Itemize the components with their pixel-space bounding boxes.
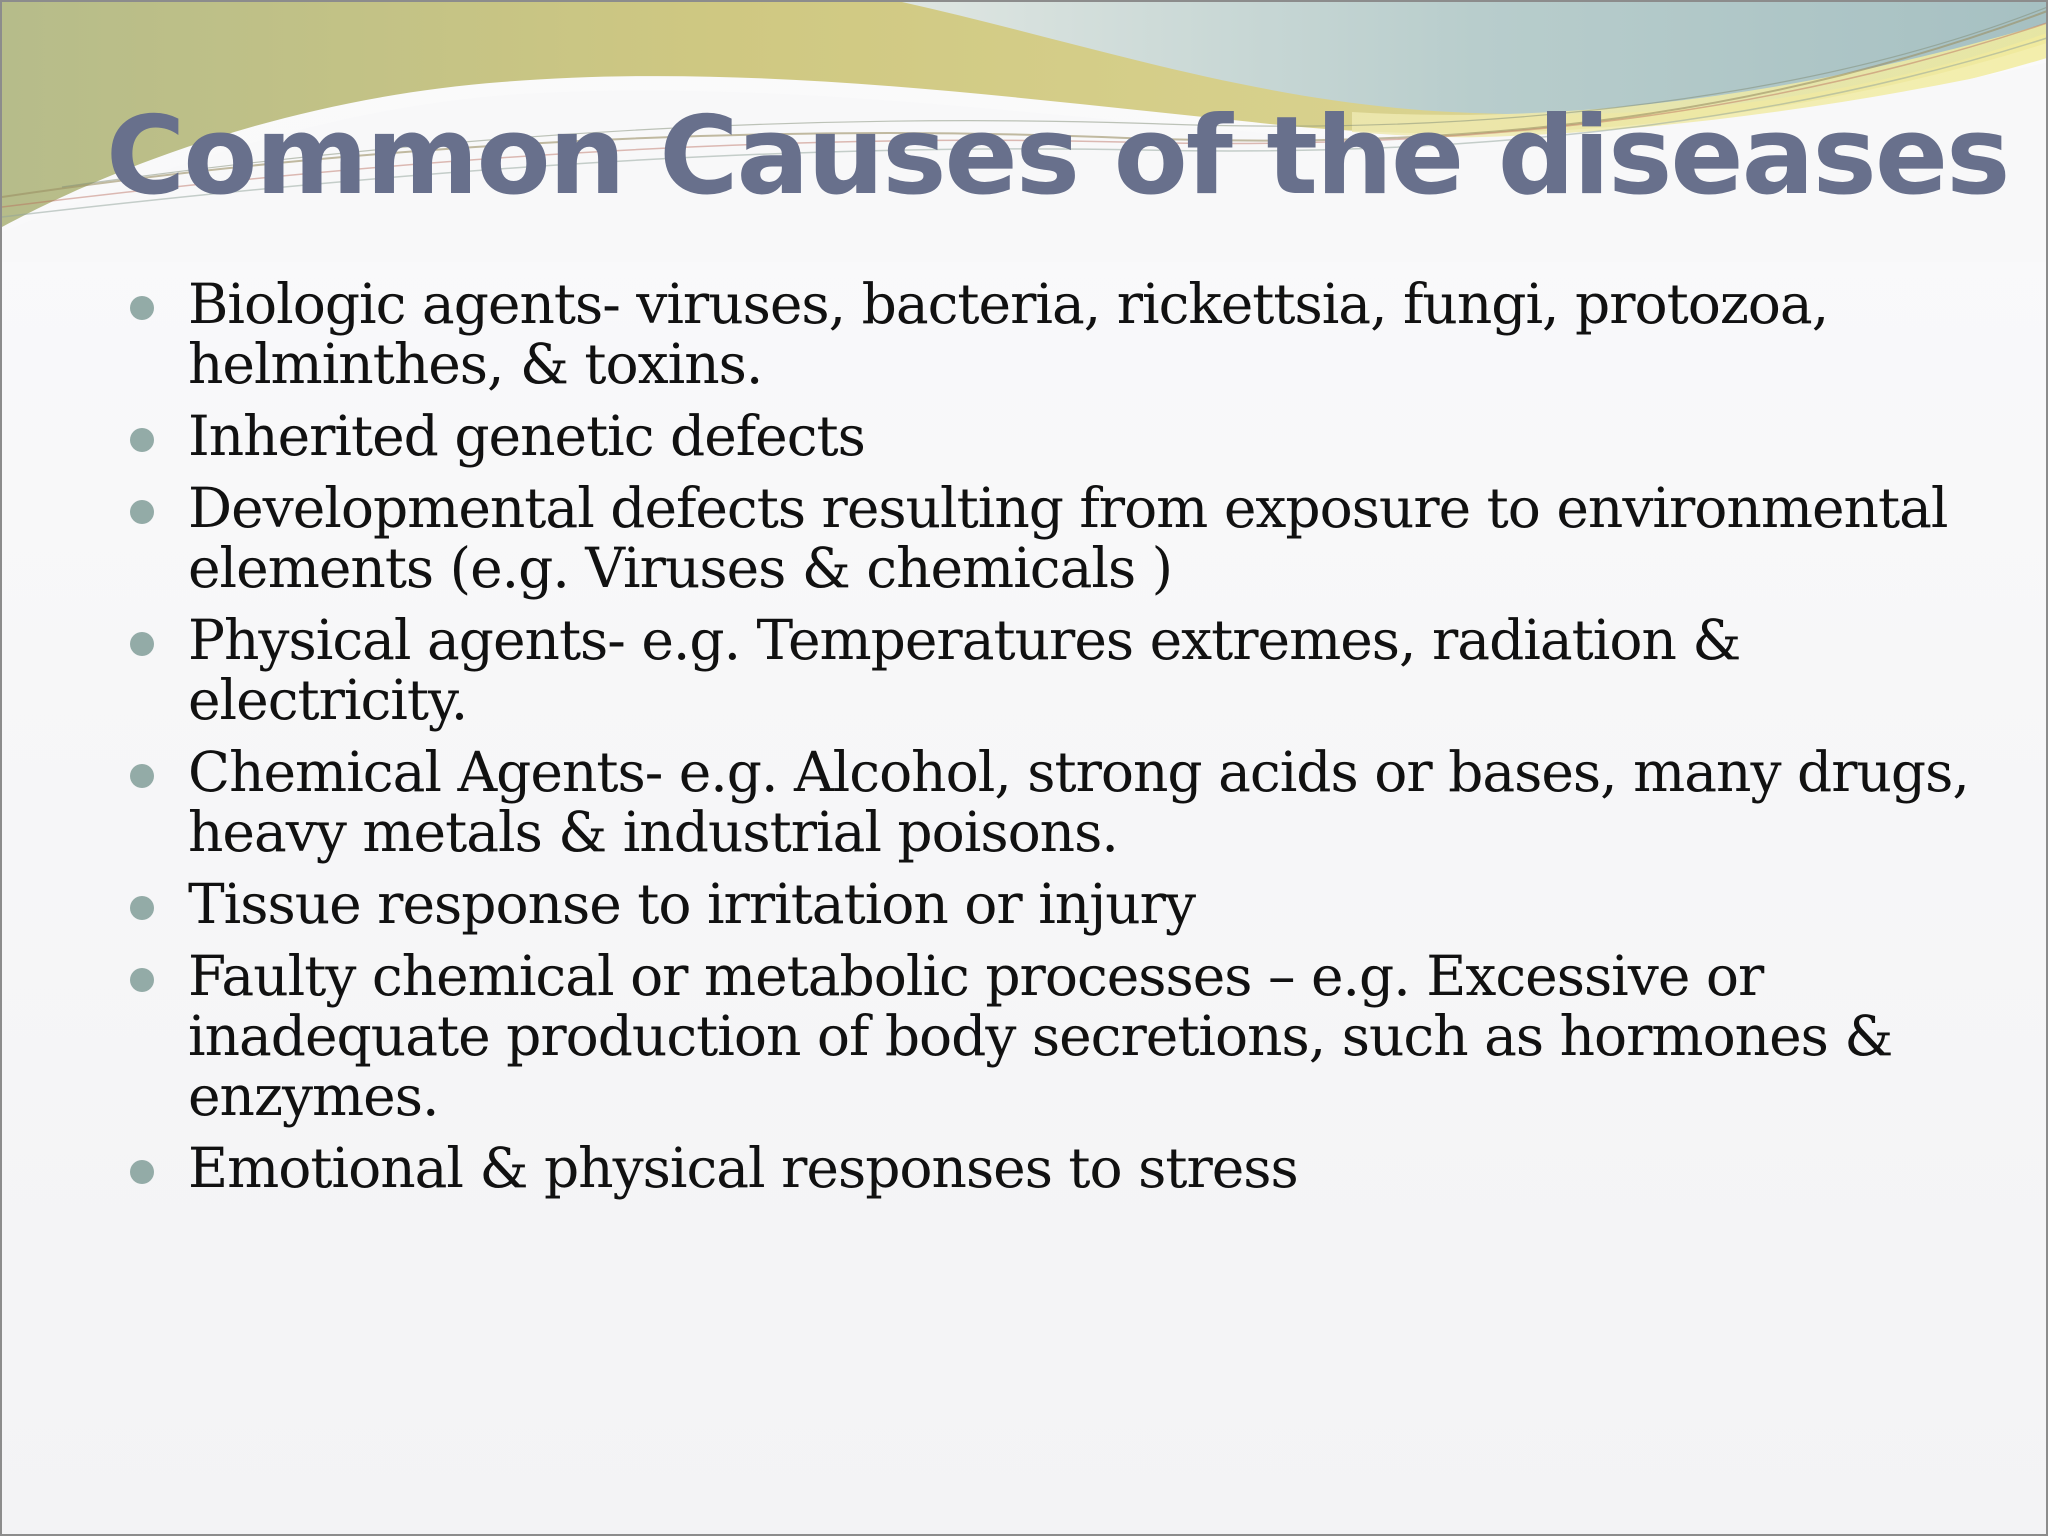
list-item-text: Biologic agents- viruses, bacteria, rickettsia, fungi, protozoa, helminthes, & toxins.	[188, 272, 1829, 396]
bullet-icon	[130, 1160, 154, 1184]
list-item	[128, 742, 1988, 862]
list-item	[128, 274, 1988, 394]
list-item	[128, 946, 1988, 1126]
list-item-text: Faulty chemical or metabolic processes – e.g. Excessive or inadequate production of body secretions, such as hormones & enzymes.	[188, 944, 1893, 1128]
list-item	[128, 1138, 1988, 1198]
bullet-icon	[130, 296, 154, 320]
bullet-list	[128, 274, 1988, 1210]
list-item-text: Chemical Agents- e.g. Alcohol, strong acids or bases, many drugs, heavy metals & industrial poisons.	[188, 740, 1969, 864]
list-item-text: Tissue response to irritation or injury	[188, 872, 1196, 936]
bullet-icon	[130, 632, 154, 656]
bullet-icon	[130, 764, 154, 788]
list-item-text: Emotional & physical responses to stress	[188, 1136, 1298, 1200]
list-item	[128, 478, 1988, 598]
bullet-icon	[130, 968, 154, 992]
list-item	[128, 406, 1988, 466]
slide-title: Common Causes of the diseases	[106, 94, 2009, 219]
list-item-text: Inherited genetic defects	[188, 404, 865, 468]
list-item	[128, 610, 1988, 730]
bullet-icon	[130, 500, 154, 524]
list-item-text: Physical agents- e.g. Temperatures extremes, radiation & electricity.	[188, 608, 1741, 732]
bullet-icon	[130, 428, 154, 452]
list-item	[128, 874, 1988, 934]
bullet-icon	[130, 896, 154, 920]
list-item-text: Developmental defects resulting from exposure to environmental elements (e.g. Viruses & chemicals )	[188, 476, 1948, 600]
